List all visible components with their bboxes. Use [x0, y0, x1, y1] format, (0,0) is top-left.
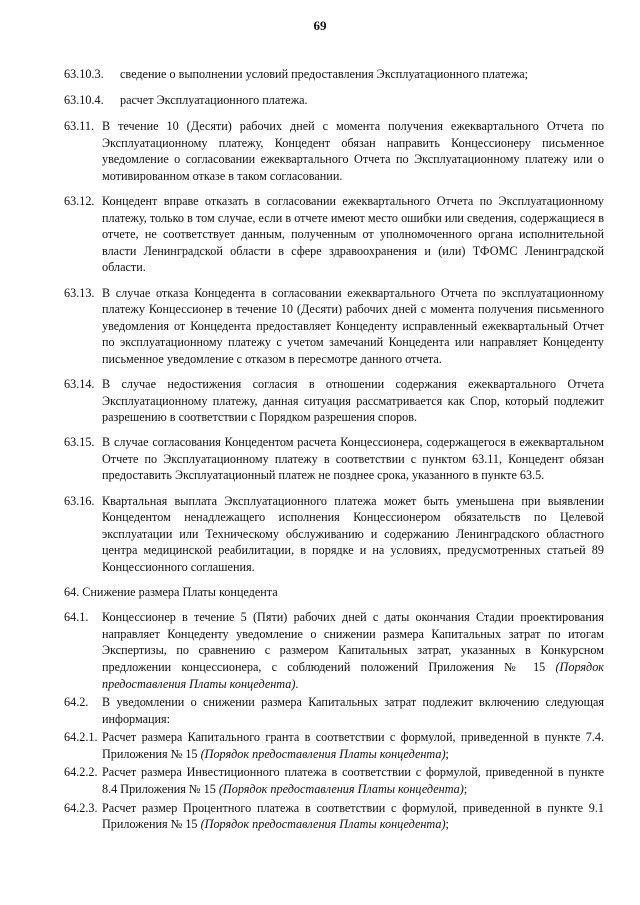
clause-reference: (Порядок предоставления Платы концедента) [102, 659, 604, 691]
clause-text [102, 800, 604, 833]
clause-number: 63.14. [64, 377, 95, 391]
clause-63-13 [64, 285, 604, 368]
clause-text: В случае недостижения согласия в отношении содержания ежеквартального Отчета Эксплуатационному платежу, данная ситуация рассматривается как Спор, который подлежит разрешению в соответствии с Порядком разрешения споров. [102, 377, 604, 425]
clause-body: В уведомлении о снижении размера Капитальных затрат подлежит включению следующая информация: [102, 695, 604, 726]
clause-63-10-4 [64, 92, 604, 109]
clause-number: 64.1. [64, 610, 89, 625]
clause-body: Расчет размера Капитального гранта в соответствии с формулой, приведенной в пункте 7.4. Приложения № 15 [102, 730, 604, 761]
clause-64-1 [64, 609, 604, 692]
clause-text [102, 729, 604, 762]
clause-reference: (Порядок предоставления Платы концедента) [200, 817, 446, 832]
document-body [64, 66, 604, 833]
clause-63-11 [64, 118, 604, 184]
clause-64-2-2 [64, 764, 604, 797]
clause-63-14 [64, 376, 604, 426]
clause-number: 63.15. [64, 435, 95, 450]
clause-body: Расчет размера Инвестиционного платежа в соответствии с формулой, приведенной в пункте 8.4 Приложения № 15 [102, 765, 604, 797]
clause-text [102, 694, 604, 727]
clause-tail: ; [445, 746, 449, 761]
clause-number: 63.10.3. [64, 67, 104, 81]
clause-64-2-3 [64, 800, 604, 833]
clause-64-2-1 [64, 729, 604, 762]
clause-number: 63.12. [64, 194, 95, 209]
clause-63-12 [64, 193, 604, 276]
clause-text: расчет Эксплуатационного платежа. [120, 92, 308, 107]
clause-reference: (Порядок предоставления Платы концедента) [200, 746, 446, 761]
clause-63-16 [64, 493, 604, 576]
clause-text: Концедент вправе отказать в согласовании ежеквартального Отчета по Эксплуатационному платежу, только в том случае, если в отчете имеют место ошибки или сведения, содержащиеся в отчете, не соответствует данным, полученным от уполномоченного органа исполнительной власти Ленинградской области в сфере здравоохранения и (или) ТФОМС Ленинградской области. [102, 194, 604, 275]
clause-text [102, 609, 604, 692]
clause-text: сведение о выполнении условий предоставления Эксплуатационного платежа; [120, 67, 529, 81]
clause-number: 64.2.3. [64, 800, 98, 815]
clause-text: В случае согласования Концедентом расчета Концессионера, содержащегося в ежеквартальном Отчете по Эксплуатационному платежу в соответствии с пунктом 63.11, Концедент обязан предоставить Эксплуатационный платеж не позднее срока, указанного в пункте 63.5. [102, 435, 604, 483]
clause-number: 63.11. [64, 119, 95, 134]
clause-tail: ; [463, 782, 468, 797]
clause-63-10-3 [64, 66, 604, 83]
clause-number: 64.2.1. [64, 730, 98, 745]
clause-number: 63.13. [64, 285, 95, 300]
clause-body: Концессионер в течение 5 (Пяти) рабочих дней с даты окончания Стадии проектирования направляет Концеденту уведомление о снижении размера Капитальных затрат по итогам Экспертизы, по сравнению с размером Капитальных затрат, указанных в Конкурсном предложении концессионера, с соблюдений положений Приложения № 15 [102, 610, 604, 674]
clause-number: 64.2. [64, 695, 89, 710]
clause-number: 64.2.2. [64, 765, 98, 780]
clause-body: Расчет размер Процентного платежа в соответствии с формулой, приведенной в пункте 9.1 Приложения № 15 [102, 800, 604, 832]
section-heading: 64. Снижение размера Платы концедента [64, 585, 278, 600]
clause-text: В течение 10 (Десяти) рабочих дней с момента получения ежеквартального Отчета по Эксплуатационному платежу, Концедент обязан направить Концессионеру письменное уведомление о согласовании ежеквартального Отчета по Эксплуатационному платежу или о мотивированном отказе в таком согласовании. [102, 119, 604, 183]
clause-63-15 [64, 434, 604, 484]
clause-64-2 [64, 694, 604, 727]
clause-text: Квартальная выплата Эксплуатационного платежа может быть уменьшена при выявлении Концедентом ненадлежащего исполнения Концессионером обязательств по Целевой эксплуатации или Техническому обслуживанию и содержанию Ленинградского областного центра медицинской реабилитации, в порядке и на условиях, предусмотренных статьей 89 Концессионного соглашения. [102, 493, 604, 574]
clause-reference: (Порядок предоставления Платы концедента) [218, 782, 464, 797]
clause-number: 63.16. [64, 493, 95, 508]
clause-text [102, 764, 604, 797]
page-number: 69 [313, 18, 327, 33]
clause-number: 63.10.4. [64, 92, 104, 107]
clause-tail: . [295, 676, 299, 691]
clause-tail: ; [445, 817, 449, 832]
clause-text: В случае отказа Концедента в согласовании ежеквартального Отчета по эксплуатационному платежу Концессионер в течение 10 (Десяти) рабочих дней с момента получения письменного уведомления от Концедента предоставляет Концеденту исправленный ежеквартальный Отчет по эксплуатационному платежу с учетом замечаний Концедента или направляет Концеденту письменное уведомление с отказом в пересмотре данного отчета. [102, 285, 604, 366]
